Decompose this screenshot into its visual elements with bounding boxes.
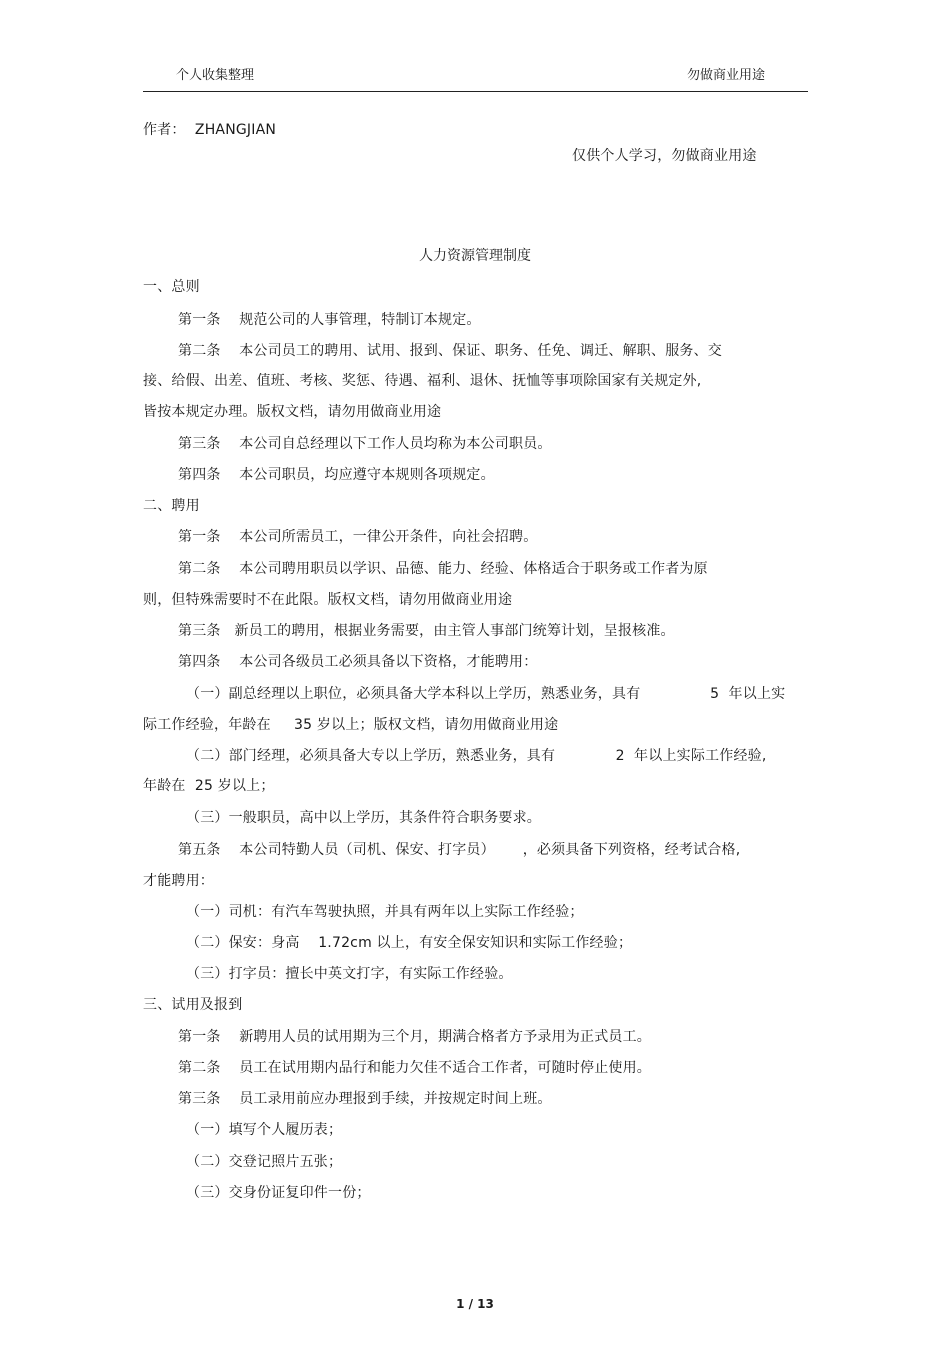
paragraph-line: 第五条 本公司特勤人员（司机、保安、打字员） ，必须具备下列资格，经考试合格, — [178, 842, 741, 858]
paragraph-line: （三）交身份证复印件一份； — [186, 1185, 371, 1201]
author-line: 作者： ZHANGJIAN — [143, 122, 277, 138]
paragraph-line: 第四条 本公司各级员工必须具备以下资格，才能聘用： — [178, 654, 538, 670]
paragraph-line: （二）部门经理，必须具备大专以上学历，熟悉业务，具有 2 年以上实际工作经验, — [186, 748, 767, 764]
section-heading: 二、聘用 — [143, 498, 200, 514]
section-heading: 三、试用及报到 — [143, 997, 243, 1013]
paragraph-line: 第二条 本公司聘用职员以学识、品德、能力、经验、体格适合于职务或工作者为原 — [178, 561, 708, 577]
paragraph-line: 第一条 本公司所需员工，一律公开条件，向社会招聘。 — [178, 529, 538, 545]
paragraph-line: （一）副总经理以上职位，必须具备大学本科以上学历，熟悉业务，具有 5 年以上实 — [186, 686, 786, 702]
paragraph-line: 年龄在 25 岁以上； — [143, 778, 275, 794]
paragraph-line: 才能聘用： — [143, 873, 214, 889]
paragraph-line: 则，但特殊需要时不在此限。版权文档，请勿用做商业用途 — [143, 592, 513, 608]
paragraph-line: （一）填写个人履历表； — [186, 1122, 343, 1138]
paragraph-line: 第一条 规范公司的人事管理，特制订本规定。 — [178, 312, 481, 328]
header-divider — [143, 91, 808, 92]
paragraph-line: （三）打字员：擅长中英文打字，有实际工作经验。 — [186, 966, 513, 982]
paragraph-line: （一）司机：有汽车驾驶执照，并具有两年以上实际工作经验； — [186, 904, 584, 920]
paragraph-line: 第二条 本公司员工的聘用、试用、报到、保证、职务、任免、调迁、解职、服务、交 — [178, 343, 722, 359]
paragraph-line: （二）保安：身高 1.72cm 以上，有安全保安知识和实际工作经验； — [186, 935, 633, 951]
paragraph-line: （三）一般职员，高中以上学历，其条件符合职务要求。 — [186, 810, 541, 826]
paragraph-line: 第三条 本公司自总经理以下工作人员均称为本公司职员。 — [178, 436, 552, 452]
paragraph-line: 皆按本规定办理。版权文档，请勿用做商业用途 — [143, 404, 442, 420]
header-right-text: 勿做商业用途 — [687, 68, 766, 83]
paragraph-line: 第四条 本公司职员，均应遵守本规则各项规定。 — [178, 467, 495, 483]
paragraph-line: 接、给假、出差、值班、考核、奖惩、待遇、福利、退休、抚恤等事项除国家有关规定外, — [143, 373, 702, 389]
paragraph-line: 际工作经验，年龄在 35 岁以上；版权文档，请勿用做商业用途 — [143, 717, 559, 733]
page-number: 1 / 13 — [456, 1297, 494, 1311]
paragraph-line: （二）交登记照片五张； — [186, 1154, 343, 1170]
document-title: 人力资源管理制度 — [419, 248, 531, 264]
usage-notice: 仅供个人学习，勿做商业用途 — [572, 148, 757, 164]
paragraph-line: 第一条 新聘用人员的试用期为三个月，期满合格者方予录用为正式员工。 — [178, 1029, 651, 1045]
paragraph-line: 第二条 员工在试用期内品行和能力欠佳不适合工作者，可随时停止使用。 — [178, 1060, 651, 1076]
section-heading: 一、总则 — [143, 279, 200, 295]
header-left-text: 个人收集整理 — [176, 68, 255, 83]
paragraph-line: 第三条 员工录用前应办理报到手续，并按规定时间上班。 — [178, 1091, 552, 1107]
paragraph-line: 第三条 新员工的聘用，根据业务需要，由主管人事部门统筹计划，呈报核准。 — [178, 623, 675, 639]
